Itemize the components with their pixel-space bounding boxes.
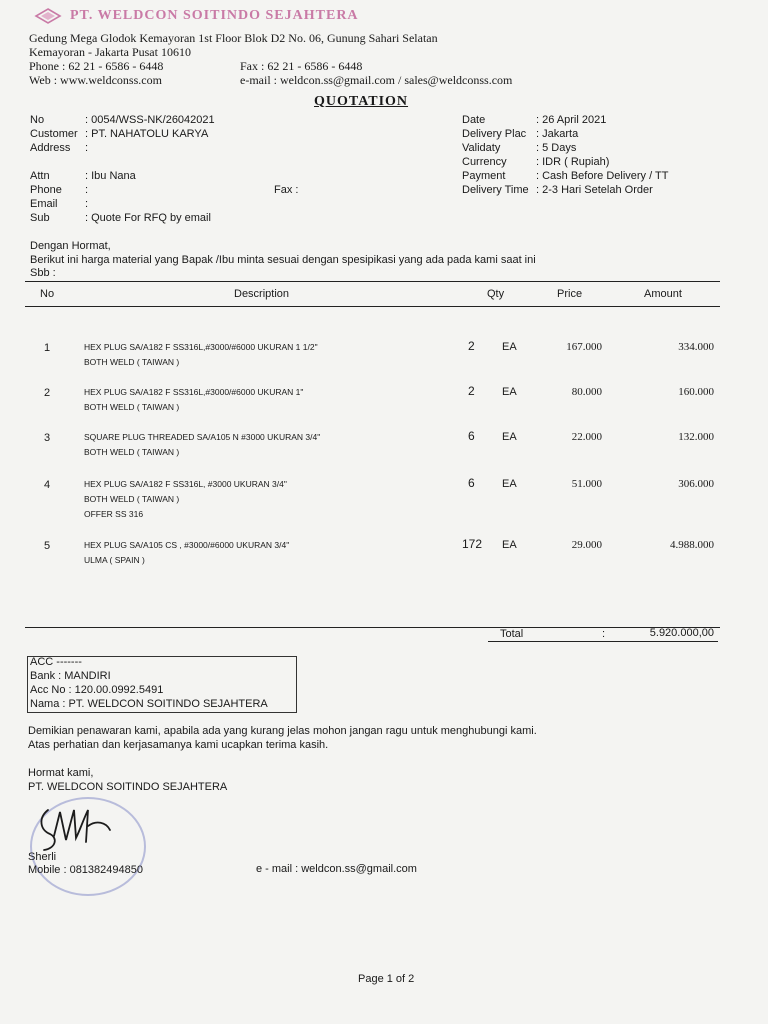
acc-heading: ACC ------- bbox=[30, 656, 82, 668]
acc-name: Nama : PT. WELDCON SOITINDO SEJAHTERA bbox=[30, 698, 268, 710]
row-price: 167.000 bbox=[566, 341, 602, 353]
row-amount: 306.000 bbox=[678, 478, 714, 490]
info-value-payment: : Cash Before Delivery / TT bbox=[536, 170, 669, 182]
row-no: 3 bbox=[44, 432, 51, 444]
row-unit: EA bbox=[502, 386, 517, 398]
acc-bank: Bank : MANDIRI bbox=[30, 670, 111, 682]
signature-regards: Hormat kami, bbox=[28, 767, 94, 779]
row-no: 1 bbox=[44, 342, 51, 354]
info-value-phone: : bbox=[85, 184, 89, 196]
signatory-mobile: Mobile : 081382494850 bbox=[28, 864, 143, 876]
info-label-validity: Validaty bbox=[462, 142, 501, 154]
row-description-sub: BOTH WELD ( TAIWAN ) bbox=[84, 402, 180, 412]
info-label-attn: Attn bbox=[30, 170, 50, 182]
col-header-price: Price bbox=[557, 288, 583, 300]
row-qty: 2 bbox=[468, 339, 475, 353]
diamond-logo-icon bbox=[34, 8, 62, 24]
acc-number: Acc No : 120.00.0992.5491 bbox=[30, 684, 164, 696]
info-label-delivery-time: Delivery Time bbox=[462, 184, 529, 196]
fax-label: Fax : bbox=[274, 184, 299, 196]
closing-line2: Atas perhatian dan kerjasamanya kami ucapkan terima kasih. bbox=[28, 739, 329, 751]
company-address-line2: Kemayoran - Jakarta Pusat 10610 bbox=[29, 45, 191, 59]
info-label-payment: Payment bbox=[462, 170, 506, 182]
document-title: QUOTATION bbox=[314, 94, 409, 109]
info-label-customer: Customer bbox=[30, 128, 78, 140]
intro-sbb: Sbb : bbox=[30, 267, 56, 279]
row-qty: 172 bbox=[462, 537, 483, 551]
row-description: HEX PLUG SA/A182 F SS316L,#3000/#6000 UKURAN 1 1/2" bbox=[84, 342, 318, 352]
page-number: Page 1 of 2 bbox=[358, 973, 415, 985]
total-label: Total bbox=[500, 628, 524, 640]
info-label-currency: Currency bbox=[462, 156, 507, 168]
info-label-phone: Phone bbox=[30, 184, 62, 196]
info-value-email: : bbox=[85, 198, 89, 210]
row-description-sub: ULMA ( SPAIN ) bbox=[84, 555, 145, 565]
row-qty: 6 bbox=[468, 476, 475, 490]
info-value-customer: : PT. NAHATOLU KARYA bbox=[85, 128, 209, 140]
row-amount: 160.000 bbox=[678, 386, 714, 398]
info-label-no: No bbox=[30, 114, 45, 126]
signatory-email: e - mail : weldcon.ss@gmail.com bbox=[256, 863, 417, 875]
row-no: 5 bbox=[44, 540, 51, 552]
info-value-address: : bbox=[85, 142, 89, 154]
signatory-name: Sherli bbox=[28, 851, 57, 863]
company-logo bbox=[34, 8, 62, 29]
info-value-date: : 26 April 2021 bbox=[536, 114, 607, 126]
info-value-delivery-place: : Jakarta bbox=[536, 128, 579, 140]
intro-greeting: Dengan Hormat, bbox=[30, 240, 111, 252]
row-no: 2 bbox=[44, 387, 51, 399]
row-description-sub: BOTH WELD ( TAIWAN ) bbox=[84, 357, 180, 367]
info-value-delivery-time: : 2-3 Hari Setelah Order bbox=[536, 184, 653, 196]
col-header-description: Description bbox=[234, 288, 290, 300]
signature-company: PT. WELDCON SOITINDO SEJAHTERA bbox=[28, 781, 228, 793]
total-value: 5.920.000,00 bbox=[649, 627, 714, 639]
row-unit: EA bbox=[502, 341, 517, 353]
row-description: SQUARE PLUG THREADED SA/A105 N #3000 UKURAN 3/4" bbox=[84, 432, 321, 442]
col-header-qty: Qty bbox=[487, 288, 505, 300]
row-amount: 4.988.000 bbox=[670, 539, 714, 551]
company-name-header: PT. WELDCON SOITINDO SEJAHTERA bbox=[70, 8, 359, 23]
row-no: 4 bbox=[44, 479, 51, 491]
company-address-line1: Gedung Mega Glodok Kemayoran 1st Floor Blok D2 No. 06, Gunung Sahari Selatan bbox=[29, 31, 438, 45]
intro-line: Berikut ini harga material yang Bapak /Ibu minta sesuai dengan spesipikasi yang ada pada kami saat ini bbox=[30, 254, 536, 266]
row-description-sub: BOTH WELD ( TAIWAN ) bbox=[84, 494, 180, 504]
col-header-amount: Amount bbox=[644, 288, 682, 300]
row-description: HEX PLUG SA/A105 CS , #3000/#6000 UKURAN 3/4" bbox=[84, 540, 290, 550]
total-colon: : bbox=[602, 628, 606, 640]
row-amount: 132.000 bbox=[678, 431, 714, 443]
info-value-attn: : Ibu Nana bbox=[85, 170, 136, 182]
row-unit: EA bbox=[502, 539, 517, 551]
info-label-delivery-place: Delivery Plac bbox=[462, 128, 527, 140]
info-value-sub: : Quote For RFQ by email bbox=[85, 212, 211, 224]
row-qty: 2 bbox=[468, 384, 475, 398]
table-top-rule bbox=[25, 281, 720, 282]
row-amount: 334.000 bbox=[678, 341, 714, 353]
company-phone: Phone : 62 21 - 6586 - 6448 bbox=[29, 59, 164, 73]
row-unit: EA bbox=[502, 431, 517, 443]
table-header-rule bbox=[25, 306, 720, 307]
info-value-no: : 0054/WSS-NK/26042021 bbox=[85, 114, 215, 126]
company-email: e-mail : weldcon.ss@gmail.com / sales@weldconss.com bbox=[240, 73, 513, 87]
row-description: HEX PLUG SA/A182 F SS316L, #3000 UKURAN 3/4" bbox=[84, 479, 287, 489]
info-label-date: Date bbox=[462, 114, 486, 126]
row-unit: EA bbox=[502, 478, 517, 490]
row-price: 29.000 bbox=[571, 539, 602, 551]
closing-line1: Demikian penawaran kami, apabila ada yang kurang jelas mohon jangan ragu untuk menghubungi kami. bbox=[28, 725, 537, 737]
row-price: 22.000 bbox=[571, 431, 602, 443]
row-description: HEX PLUG SA/A182 F SS316L,#3000/#6000 UKURAN 1" bbox=[84, 387, 304, 397]
row-description-sub: BOTH WELD ( TAIWAN ) bbox=[84, 447, 180, 457]
info-label-sub: Sub bbox=[30, 212, 50, 224]
info-label-address: Address bbox=[30, 142, 71, 154]
info-value-currency: : IDR ( Rupiah) bbox=[536, 156, 610, 168]
company-fax: Fax : 62 21 - 6586 - 6448 bbox=[240, 59, 363, 73]
company-web: Web : www.weldconss.com bbox=[29, 73, 162, 87]
info-value-validity: : 5 Days bbox=[536, 142, 577, 154]
row-qty: 6 bbox=[468, 429, 475, 443]
row-price: 51.000 bbox=[571, 478, 602, 490]
info-label-email: Email bbox=[30, 198, 58, 210]
total-underline bbox=[488, 641, 718, 642]
row-price: 80.000 bbox=[571, 386, 602, 398]
col-header-no: No bbox=[40, 288, 55, 300]
row-description-note: OFFER SS 316 bbox=[84, 509, 144, 519]
